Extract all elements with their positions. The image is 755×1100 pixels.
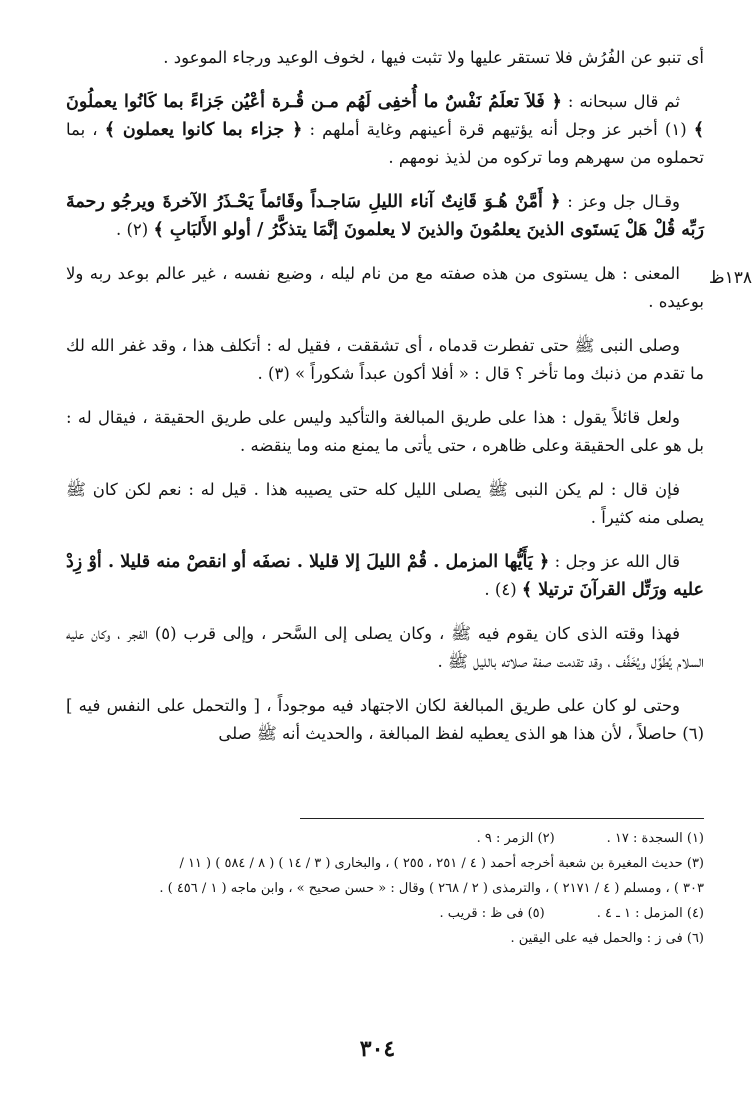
paragraph-3-ending: (٢) .: [115, 220, 154, 239]
paragraph-5: وصلى النبى ﷺ حتى تفطرت قدماه ، أى تشققت ، فقيل له : أتكلف هذا ، وقد غفر الله لك ما تقدم من ذنبك وما تأخر ؟ قال : « أفلا أكون عبداً شكوراً » (٣) .: [66, 336, 704, 383]
paragraph-8-ending: (٤) .: [484, 580, 522, 599]
footnote-1: (١) السجدة : ١٧ .: [606, 831, 704, 846]
footnote-row-1-2: [66, 826, 704, 851]
page-number: ٣٠٤: [359, 1036, 396, 1062]
footnote-5: (٥) فى ظ : قريب .: [439, 906, 545, 921]
paragraph-1: أى تنبو عن الفُرُش فلا تستقر عليها ولا تثبت فيها ، لخوف الوعيد ورجاء الموعود .: [163, 48, 704, 67]
paragraph-9: فهذا وقته الذى كان يقوم فيه ﷺ ، وكان يصلى إلى السَّحر ، وإلى قرب (٥) الفجر ، وكان عليه السلام يُطَوِّل ويُخَفِّف ، وقد تقدمت صفة صلاته بالليل ﷺ .: [66, 624, 704, 671]
paragraph-2-commentary: (١) أخبر عز وجل أنه يؤتيهم قرة أعينهم وغاية أملهم :: [302, 120, 694, 139]
paragraph-10: وحتى لو كان على طريق المبالغة لكان الاجتهاد فيه موجوداً ، [ والتحمل على النفس فيه ] (٦) حاصلاً ، لأن هذا هو الذى يعطيه لفظ المبالغة ، والحديث أنه ﷺ صلى: [66, 696, 704, 743]
quran-quote-zumar: ﴿ أَمَّنْ هُـوَ قَانِتٌ آناء الليلِ سَاجـداً وقَائماً يَحْـذَرُ الآخرةَ ويرجُو رحمةَ رَبِّه قُلْ هَلْ يَستَوى الذينَ يعلمُونَ والذينَ لا يعلمونَ إنَّمَا يتذكَّرُ / أولو الأَلبَابِ ﴾: [66, 192, 704, 240]
paragraph-2-intro: ثم قال سبحانه :: [561, 92, 681, 111]
paragraph-2: [66, 88, 704, 172]
footnotes: [66, 826, 704, 951]
paragraph-8-intro: قال الله عز وجل :: [549, 552, 680, 571]
quran-quote-muzzammil: ﴿ يَأَيُّها المزمل . قُمْ الليلَ إلا قليلا . نصفَه أو انقصْ منه قليلا . أوْ زِدْ عليه ورَتِّل القرآنَ ترتيلا ﴾: [66, 552, 704, 600]
paragraph-3-intro: وقـال جل وعز :: [560, 192, 680, 211]
footnote-6: (٦) فى ز : والحمل فيه على اليقين .: [510, 931, 704, 946]
manuscript-folio-reference: ١٣٨ظ: [708, 268, 752, 288]
main-text: [66, 44, 704, 764]
quran-quote-short: ﴿ جزاء بما كانوا يعملون ﴾: [104, 120, 303, 140]
quran-quote-sajdah: ﴿ فَلاَ تعلَمُ نَفْسٌ ما أُخفِى لَهُم مـن قُـرة أعْيُن جَزاءً بما كَانُوا يعملُونَ ﴾: [66, 92, 704, 140]
footnote-divider: [300, 818, 704, 819]
paragraph-3: [66, 188, 704, 244]
paragraph-7: فإن قال : لم يكن النبى ﷺ يصلى الليل كله حتى يصيبه هذا . قيل له : نعم لكن كان ﷺ يصلى منه كثيراً .: [66, 480, 704, 527]
paragraph-6: ولعل قائلاً يقول : هذا على طريق المبالغة والتأكيد وليس على طريق الحقيقة ، فيقال له : بل هو على الحقيقة وعلى ظاهره ، حتى يأتى ما يمنع منه وما ينقضه .: [66, 408, 704, 455]
paragraph-2-ending: ، بما تحملوه من سهرهم وما تركوه من لذيذ نومهم .: [66, 120, 704, 167]
footnote-4: (٤) المزمل : ١ ـ ٤ .: [596, 906, 704, 921]
paragraph-8: [66, 548, 704, 604]
footnote-row-4-5: [66, 901, 704, 926]
paragraph-4: المعنى : هل يستوى من هذه صفته مع من نام ليله ، وضيع نفسه ، غير عالم بوعد ربه ولا بوعيده .: [66, 264, 704, 311]
footnote-2: (٢) الزمر : ٩ .: [476, 831, 555, 846]
footnote-3-line-2: ٣٠٣ ) ، ومسلم ( ٤ / ٢١٧١ ) ، والترمذى ( ٢ / ٢٦٨ ) وقال : « حسن صحيح » ، وابن ماجه ( ١ / ٤٥٦ ) .: [159, 881, 704, 896]
footnote-3-line-1: (٣) حديث المغيرة بن شعبة أخرجه أحمد ( ٤ / ٢٥١ ، ٢٥٥ ) ، والبخارى ( ٣ / ١٤ ) ( ٨ / ٥٨٤ ) ( ١١ /: [179, 856, 704, 871]
